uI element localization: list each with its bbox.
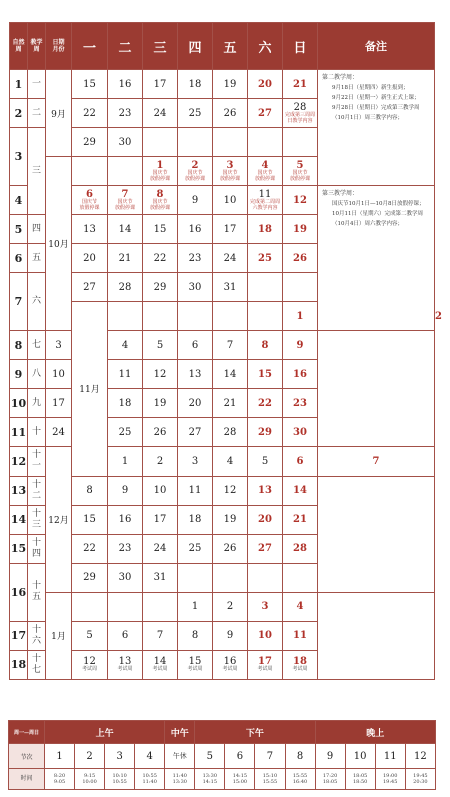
- date-cell: 20: [178, 389, 213, 418]
- teaching-week: 十一: [28, 447, 46, 476]
- date-cell: 15: [143, 215, 178, 244]
- date-cell: 10: [46, 360, 72, 389]
- natural-week: 9: [10, 360, 28, 389]
- date-cell: 2: [213, 592, 248, 621]
- date-cell: 16: [108, 70, 143, 99]
- date-cell: 27: [248, 99, 283, 128]
- table-row: [10, 476, 435, 505]
- period-row-label: 节次: [9, 744, 45, 769]
- date-cell: 27: [178, 418, 213, 447]
- date-cell: [248, 273, 283, 302]
- date-cell: [108, 157, 143, 186]
- date-cell: 22: [248, 389, 283, 418]
- date-cell: [283, 273, 318, 302]
- date-cell: 25: [108, 418, 143, 447]
- date-cell: 1: [108, 447, 143, 476]
- day-header-sun: 日: [283, 23, 318, 70]
- date-cell: 23: [108, 99, 143, 128]
- time-cell: 10:10 10:55: [105, 769, 135, 790]
- date-cell: 18: [108, 389, 143, 418]
- exam-cell: 15 考试周: [178, 650, 213, 679]
- date-cell: 16: [108, 505, 143, 534]
- notes-title: 第二教学周：: [322, 74, 359, 82]
- class-schedule-table: [8, 720, 436, 790]
- date-cell: 30: [108, 563, 143, 592]
- notes-line: 9月22日（星期一）新生正式上课；: [332, 95, 420, 102]
- time-cell: 13:30 14:15: [195, 769, 225, 790]
- natural-week: 4: [10, 186, 28, 215]
- natural-week: 15: [10, 534, 28, 563]
- date-cell: 15: [72, 505, 108, 534]
- table-row: [10, 534, 435, 563]
- date-cell: 24: [143, 99, 178, 128]
- day-header-thu: 四: [178, 23, 213, 70]
- date-cell: [248, 302, 283, 331]
- date-cell: 18: [178, 70, 213, 99]
- date-cell: 28: [213, 418, 248, 447]
- natural-week: 8: [10, 331, 28, 360]
- table-row: 11月 1 2: [10, 302, 435, 331]
- natural-week: 2: [10, 99, 28, 128]
- period-cell: 10: [345, 744, 375, 769]
- date-cell: 23: [108, 534, 143, 563]
- date-cell: [213, 563, 248, 592]
- date-cell: 28: [283, 534, 318, 563]
- date-cell: 19: [213, 505, 248, 534]
- date-cell: 20: [72, 244, 108, 273]
- schedule-corner: 周一—周日: [9, 721, 45, 744]
- group-morning: 上午: [45, 721, 165, 744]
- period-cell: 8: [285, 744, 315, 769]
- date-cell: 26: [143, 418, 178, 447]
- calendar-header-row: [10, 23, 435, 70]
- date-cell: 19: [143, 389, 178, 418]
- natural-week: 13: [10, 476, 28, 505]
- notes-title: 第三教学周：: [322, 190, 359, 198]
- natural-week: 11: [10, 418, 28, 447]
- date-cell: 5: [248, 447, 283, 476]
- date-cell: 5: [143, 331, 178, 360]
- natural-week: 14: [10, 505, 28, 534]
- natural-week-header: 自然周: [10, 23, 28, 70]
- date-cell: 13: [248, 476, 283, 505]
- date-cell: [283, 128, 318, 157]
- teaching-week: 十六: [28, 621, 46, 650]
- date-cell: 11: [108, 360, 143, 389]
- notes-empty: [318, 592, 435, 679]
- date-cell: 29: [72, 563, 108, 592]
- date-cell: [248, 563, 283, 592]
- date-cell: [178, 302, 213, 331]
- period-cell: 午休: [165, 744, 195, 769]
- period-cell: 4: [135, 744, 165, 769]
- date-cell: 3: [248, 592, 283, 621]
- date-cell: 25: [178, 534, 213, 563]
- date-cell: 20: [248, 505, 283, 534]
- holiday-cell: 8 国庆节 放假停课: [143, 186, 178, 215]
- date-cell: 24: [46, 418, 72, 447]
- notes-line: 国庆节10月1日—10月8日放假停课；: [332, 201, 425, 208]
- period-cell: 12: [405, 744, 435, 769]
- period-cell: 5: [195, 744, 225, 769]
- holiday-cell: 7 国庆节 放假停课: [108, 186, 143, 215]
- date-cell: 11: [178, 476, 213, 505]
- date-cell: [178, 128, 213, 157]
- date-cell: 12: [213, 476, 248, 505]
- natural-week: 17: [10, 621, 28, 650]
- date-cell: 7: [143, 621, 178, 650]
- date-cell: 24: [143, 534, 178, 563]
- time-cell: 10:55 11:40: [135, 769, 165, 790]
- date-cell: 30: [178, 273, 213, 302]
- group-noon: 中午: [165, 721, 195, 744]
- group-evening: 晚上: [315, 721, 435, 744]
- date-cell: [72, 157, 108, 186]
- date-cell: 17: [213, 215, 248, 244]
- date-cell: 30: [108, 128, 143, 157]
- date-cell: 7: [318, 447, 435, 476]
- date-cell: 6: [283, 447, 318, 476]
- date-cell: 10: [248, 621, 283, 650]
- date-cell: 23: [283, 389, 318, 418]
- date-cell: 3: [46, 331, 72, 360]
- teaching-week: 八: [28, 360, 46, 389]
- exam-cell: 16 考试周: [213, 650, 248, 679]
- date-cell: [248, 128, 283, 157]
- teaching-week: 十七: [28, 650, 46, 679]
- date-cell: 23: [178, 244, 213, 273]
- holiday-cell: 4 国庆节 放假停课: [248, 157, 283, 186]
- day-header-wed: 三: [143, 23, 178, 70]
- day-header-mon: 一: [72, 23, 108, 70]
- time-cell: 8:20 9:05: [45, 769, 75, 790]
- date-cell: 21: [108, 244, 143, 273]
- date-cell: 9: [213, 621, 248, 650]
- teaching-week: 十三: [28, 505, 46, 534]
- natural-week: 18: [10, 650, 28, 679]
- date-cell: 27: [72, 273, 108, 302]
- notes-line: 9月28日（星期日）完成第三教学周（10月1日）周三教学内容；: [332, 105, 420, 122]
- date-cell: 31: [213, 273, 248, 302]
- notes-line: 9月18日（星期四）新生报到；: [332, 85, 409, 92]
- time-cell: 11:40 13:30: [165, 769, 195, 790]
- date-cell: 13: [72, 215, 108, 244]
- date-cell: 14: [213, 360, 248, 389]
- date-cell: 2: [143, 447, 178, 476]
- teaching-week: 十二: [28, 476, 46, 505]
- date-cell: 5: [72, 621, 108, 650]
- date-cell: 13: [178, 360, 213, 389]
- time-cell: 19:45 20:30: [405, 769, 435, 790]
- notes-block-2: [318, 186, 435, 331]
- period-cell: 2: [75, 744, 105, 769]
- date-cell: 26: [213, 99, 248, 128]
- month-label: 9月: [46, 70, 72, 157]
- natural-week: 5: [10, 215, 28, 244]
- date-cell: 17: [143, 505, 178, 534]
- exam-cell: 12 考试周: [72, 650, 108, 679]
- teaching-week: 一: [28, 70, 46, 99]
- group-afternoon: 下午: [195, 721, 315, 744]
- school-calendar-table: [9, 22, 442, 680]
- date-cell: 27: [248, 534, 283, 563]
- natural-week: 16: [10, 563, 28, 621]
- day-header-fri: 五: [213, 23, 248, 70]
- date-cell: 17: [46, 389, 72, 418]
- date-cell: 30: [283, 418, 318, 447]
- date-cell: 8: [72, 476, 108, 505]
- schedule-header-row: [9, 721, 436, 744]
- date-cell: 9: [178, 186, 213, 215]
- date-cell: 28 完成第三周周日教学内容: [283, 99, 318, 128]
- date-cell: 18: [248, 215, 283, 244]
- time-cell: 17:20 18:05: [315, 769, 345, 790]
- date-cell: 31: [143, 563, 178, 592]
- date-cell: [213, 128, 248, 157]
- date-cell: 22: [143, 244, 178, 273]
- holiday-cell: 2 国庆节 放假停课: [178, 157, 213, 186]
- day-header-sat: 六: [248, 23, 283, 70]
- date-cell: 22: [72, 99, 108, 128]
- time-cell: 9:15 10:00: [75, 769, 105, 790]
- teaching-week: 五: [28, 244, 46, 273]
- date-cell: 20: [248, 70, 283, 99]
- date-cell: [143, 128, 178, 157]
- notes-block-1: [318, 70, 435, 186]
- date-cell: 22: [72, 534, 108, 563]
- date-cell: [213, 302, 248, 331]
- holiday-cell: 3 国庆节 放假停课: [213, 157, 248, 186]
- day-header-tue: 二: [108, 23, 143, 70]
- date-cell: 9: [108, 476, 143, 505]
- date-cell: [72, 592, 108, 621]
- time-cell: 15:10 15:55: [255, 769, 285, 790]
- month-label: 10月: [46, 157, 72, 331]
- natural-week: 7: [10, 273, 28, 331]
- teaching-week: 七: [28, 331, 46, 360]
- period-row: [9, 744, 436, 769]
- time-row: [9, 769, 436, 790]
- natural-week: 6: [10, 244, 28, 273]
- table-row: [10, 563, 435, 592]
- date-cell: 21: [213, 389, 248, 418]
- natural-week: 1: [10, 70, 28, 99]
- date-cell: 3: [178, 447, 213, 476]
- date-cell: 11 完成第二周周六教学内容: [248, 186, 283, 215]
- date-cell: 25: [178, 99, 213, 128]
- notes-line: 10月11日（星期六）完成第二教学周（10月4日）周六教学内容；: [332, 211, 423, 228]
- date-cell: [108, 592, 143, 621]
- date-cell: 4: [283, 592, 318, 621]
- date-cell: 21: [283, 505, 318, 534]
- date-cell: 12: [143, 360, 178, 389]
- exam-cell: 18 考试周: [283, 650, 318, 679]
- table-row: [10, 70, 435, 99]
- teaching-week: 九: [28, 389, 46, 418]
- date-cell: 19: [283, 215, 318, 244]
- date-cell: 6: [178, 331, 213, 360]
- date-cell: 10: [143, 476, 178, 505]
- exam-cell: 14 考试周: [143, 650, 178, 679]
- period-cell: 3: [105, 744, 135, 769]
- month-label: 12月: [46, 447, 72, 592]
- exam-cell: 17 考试周: [248, 650, 283, 679]
- time-cell: 14:15 15:00: [225, 769, 255, 790]
- teaching-week: 六: [28, 273, 46, 331]
- date-cell: 21: [283, 70, 318, 99]
- date-cell: 18: [178, 505, 213, 534]
- date-cell: [108, 302, 143, 331]
- month-label: 11月: [72, 302, 108, 476]
- date-cell: 29: [143, 273, 178, 302]
- period-cell: 7: [255, 744, 285, 769]
- time-cell: 15:55 16:40: [285, 769, 315, 790]
- date-month-corner: 日期 月份: [46, 23, 72, 70]
- date-cell: 24: [213, 244, 248, 273]
- date-cell: 26: [213, 534, 248, 563]
- date-cell: [143, 592, 178, 621]
- teaching-week: 十五: [28, 563, 46, 621]
- date-cell: 4: [213, 447, 248, 476]
- teaching-week: 十四: [28, 534, 46, 563]
- date-cell: [143, 302, 178, 331]
- teaching-week: 四: [28, 215, 46, 244]
- natural-week: 10: [10, 389, 28, 418]
- date-cell: 15: [72, 70, 108, 99]
- date-cell: 10: [213, 186, 248, 215]
- date-cell: 25: [248, 244, 283, 273]
- date-cell: [283, 563, 318, 592]
- natural-week: 3: [10, 128, 28, 186]
- time-row-label: 时间: [9, 769, 45, 790]
- period-cell: 9: [315, 744, 345, 769]
- natural-week: 12: [10, 447, 28, 476]
- time-cell: 18:05 18:50: [345, 769, 375, 790]
- date-cell: 6: [108, 621, 143, 650]
- holiday-cell: 1 国庆节 放假停课: [143, 157, 178, 186]
- month-label: 1月: [46, 592, 72, 679]
- teaching-week: 十: [28, 418, 46, 447]
- time-cell: 19:00 19:45: [375, 769, 405, 790]
- date-cell: 7: [213, 331, 248, 360]
- date-cell: 1: [283, 302, 318, 331]
- date-cell: 28: [108, 273, 143, 302]
- date-cell: 16: [283, 360, 318, 389]
- date-cell: 8: [178, 621, 213, 650]
- table-row: [10, 592, 435, 621]
- date-cell: 1: [178, 592, 213, 621]
- date-cell: 29: [72, 128, 108, 157]
- table-row: [10, 505, 435, 534]
- holiday-cell: 6 国庆节 放假停课: [72, 186, 108, 215]
- date-cell: 14: [283, 476, 318, 505]
- date-cell: 14: [108, 215, 143, 244]
- table-row: [10, 186, 435, 215]
- date-cell: 11: [283, 621, 318, 650]
- date-cell: 9: [283, 331, 318, 360]
- period-cell: 1: [45, 744, 75, 769]
- period-cell: 11: [375, 744, 405, 769]
- date-cell: 19: [213, 70, 248, 99]
- holiday-cell: 5 国庆节 放假停课: [283, 157, 318, 186]
- notes-header: 备注: [318, 23, 435, 70]
- teaching-week: 三: [28, 128, 46, 215]
- date-cell: 29: [248, 418, 283, 447]
- date-cell: 26: [283, 244, 318, 273]
- date-cell: 16: [178, 215, 213, 244]
- period-cell: 6: [225, 744, 255, 769]
- teaching-week: 二: [28, 99, 46, 128]
- exam-cell: 13 考试周: [108, 650, 143, 679]
- teaching-week-header: 教学周: [28, 23, 46, 70]
- date-cell: 15: [248, 360, 283, 389]
- date-cell: 17: [143, 70, 178, 99]
- date-cell: 8: [248, 331, 283, 360]
- date-cell: [178, 563, 213, 592]
- date-cell: 12: [283, 186, 318, 215]
- date-cell: 4: [108, 331, 143, 360]
